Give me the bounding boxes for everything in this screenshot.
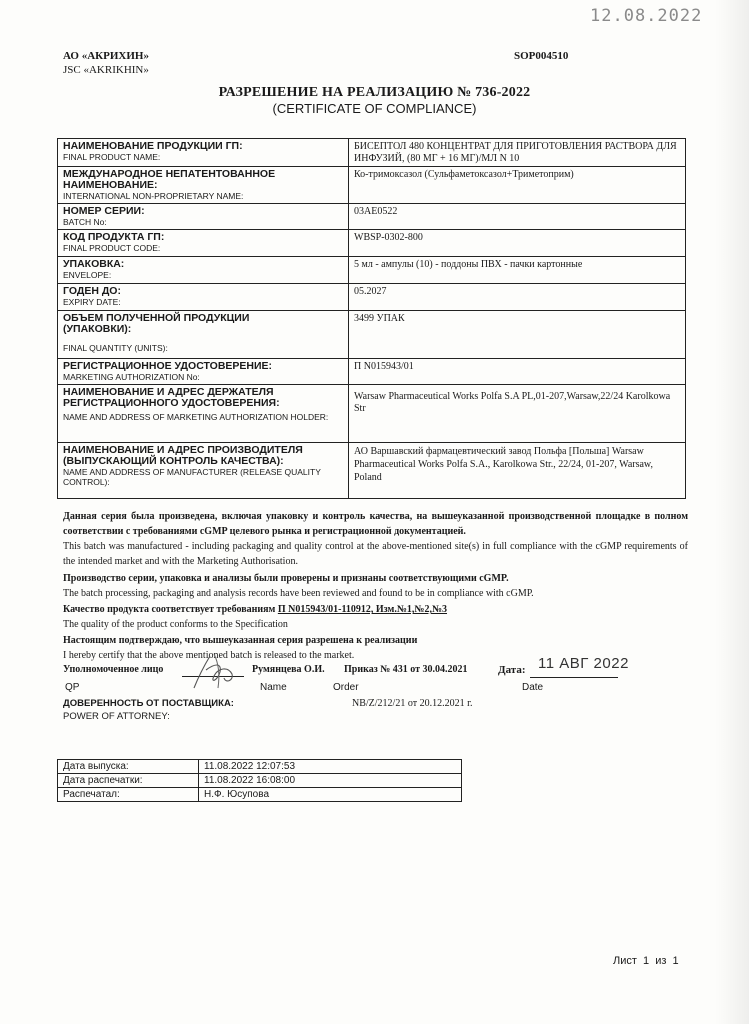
date-line — [530, 677, 618, 678]
table-row — [58, 774, 462, 788]
statement-3 — [63, 602, 688, 632]
table-row — [58, 788, 462, 802]
qp-label-ru: Уполномоченное лицо — [63, 664, 164, 675]
row-value: 03AE0522 — [354, 206, 398, 217]
table-row — [58, 284, 686, 311]
date-label-ru: Дата: — [498, 664, 526, 676]
table-row — [58, 257, 686, 284]
row-label-ru: ГОДЕН ДО: — [63, 285, 121, 297]
scan-edge-shadow — [715, 0, 749, 1024]
row-label-en: INTERNATIONAL NON-PROPRIETARY NAME: — [63, 191, 244, 201]
table-row — [58, 311, 686, 359]
row-value: АО Варшавский фармацевтический завод Польфа [Польша] Warsaw Pharmaceutical Works Polfa S.A., Karolkowa Str., 22/24, 01-207, Warsaw, Poland — [354, 446, 653, 483]
table-row — [58, 204, 686, 230]
row-label-ru: НАИМЕНОВАНИЕ И АДРЕС ДЕРЖАТЕЛЯ РЕГИСТРАЦИОННОГО УДОСТОВЕРЕНИЯ: — [63, 386, 280, 409]
row-value: 5 мл - ампулы (10) - поддоны ПВХ - пачки картонные — [354, 259, 583, 270]
certificate-title: РАЗРЕШЕНИЕ НА РЕАЛИЗАЦИЮ № 736-2022 — [218, 85, 531, 100]
info-value: 11.08.2022 12:07:53 — [199, 760, 462, 774]
handwritten-date: 12.08.2022 — [590, 6, 703, 26]
row-label-en: NAME AND ADDRESS OF MARKETING AUTHORIZATION HOLDER: — [63, 412, 329, 422]
statement-1 — [63, 509, 688, 569]
specification-number: П N015943/01-110912, Изм.№1,№2,№3 — [277, 604, 448, 615]
statement-2 — [63, 571, 688, 601]
row-label-en: FINAL PRODUCT CODE: — [63, 243, 161, 253]
company-name-en: JSC «AKRIKHIN» — [63, 64, 149, 76]
info-key: Дата выпуска: — [58, 760, 199, 774]
row-label-en: NAME AND ADDRESS OF MANUFACTURER (RELEASE QUALITY CONTROL): — [63, 467, 321, 487]
table-row — [58, 230, 686, 257]
name-label-en: Name — [260, 682, 287, 693]
row-value: БИСЕПТОЛ 480 КОНЦЕНТРАТ ДЛЯ ПРИГОТОВЛЕНИЯ РАСТВОРА ДЛЯ ИНФУЗИЙ, (80 МГ + 16 МГ)/МЛ N 10 — [354, 141, 677, 164]
table-row — [58, 167, 686, 204]
table-row — [58, 443, 686, 499]
qp-name: Румянцева О.И. — [252, 664, 325, 675]
date-label-en: Date — [522, 682, 544, 693]
date-stamp: 11 АВГ 2022 — [538, 655, 629, 672]
info-value: 11.08.2022 16:08:00 — [199, 774, 462, 788]
statement-1-en: This batch was manufactured - including packaging and quality control at the above-mentioned site(s) in full compliance with the cGMP requirements of the intended market and with the Marketing Authorisation. — [63, 541, 688, 567]
statement-4-en: I hereby certify that the above mentioned batch is released to the market. — [63, 650, 355, 661]
info-key: Дата распечатки: — [58, 774, 199, 788]
print-info-table — [57, 759, 462, 802]
statement-3-en: The quality of the product conforms to the Specification — [63, 619, 288, 630]
qp-label-en: QP — [65, 682, 80, 693]
row-label-en: ENVELOPE: — [63, 270, 112, 280]
handwritten-signature — [184, 650, 246, 692]
info-value: Н.Ф. Юсупова — [199, 788, 462, 802]
row-label-ru: МЕЖДУНАРОДНОЕ НЕПАТЕНТОВАННОЕ НАИМЕНОВАНИЕ: — [63, 168, 276, 191]
row-value: Ко-тримоксазол (Сульфаметоксазол+Триметоприм) — [354, 169, 574, 180]
page-number: Лист 1 из 1 — [613, 955, 679, 967]
row-label-en: FINAL QUANTITY (UNITS): — [63, 343, 168, 353]
statement-2-en: The batch processing, packaging and analysis records have been reviewed and found to be in compliance with cGMP. — [63, 588, 534, 599]
statement-1-ru: Данная серия была произведена, включая упаковку и контроль качества, на вышеуказанной производственной площадке в полном соответствии с требованиями cGMP целевого рынка и регистрационной документацией. — [63, 511, 688, 537]
row-label-ru: НАИМЕНОВАНИЕ ПРОДУКЦИИ ГП: — [63, 140, 243, 152]
row-value: WBSP-0302-800 — [354, 232, 423, 243]
row-label-ru: ОБЪЕМ ПОЛУЧЕННОЙ ПРОДУКЦИИ (УПАКОВКИ): — [63, 312, 250, 335]
row-label-en: FINAL PRODUCT NAME: — [63, 152, 161, 162]
row-label-en: BATCH No: — [63, 217, 107, 227]
table-row — [58, 359, 686, 385]
row-value: П N015943/01 — [354, 361, 414, 372]
document-number: SOP004510 — [514, 50, 569, 62]
table-row — [58, 760, 462, 774]
table-row — [58, 385, 686, 443]
row-value: Warsaw Pharmaceutical Works Polfa S.A PL,01-207,Warsaw,22/24 Karolkowa Str — [354, 391, 671, 414]
row-label-ru: УПАКОВКА: — [63, 258, 125, 270]
product-info-table — [57, 138, 686, 499]
row-label-en: EXPIRY DATE: — [63, 297, 121, 307]
attorney-value: NB/Z/212/21 от 20.12.2021 г. — [352, 698, 473, 709]
attorney-label-ru: ДОВЕРЕННОСТЬ ОТ ПОСТАВЩИКА: — [63, 698, 234, 709]
statement-3-ru: Качество продукта соответствует требованиям — [63, 604, 276, 615]
row-label-ru: НОМЕР СЕРИИ: — [63, 205, 145, 217]
row-label-ru: КОД ПРОДУКТА ГП: — [63, 231, 165, 243]
order-label-en: Order — [333, 682, 359, 693]
order-reference: Приказ № 431 от 30.04.2021 — [344, 664, 468, 675]
certificate-subtitle: (CERTIFICATE OF COMPLIANCE) — [272, 101, 477, 116]
row-value: 05.2027 — [354, 286, 387, 297]
row-label-ru: РЕГИСТРАЦИОННОЕ УДОСТОВЕРЕНИЕ: — [63, 360, 273, 372]
row-label-ru: НАИМЕНОВАНИЕ И АДРЕС ПРОИЗВОДИТЕЛЯ (ВЫПУСКАЮЩИЙ КОНТРОЛЬ КАЧЕСТВА): — [63, 444, 303, 467]
attorney-label-en: POWER OF ATTORNEY: — [63, 711, 170, 722]
table-row — [58, 139, 686, 167]
row-value: 3499 УПАК — [354, 313, 405, 324]
company-name-ru: АО «АКРИХИН» — [63, 50, 149, 62]
statement-4-ru: Настоящим подтверждаю, что вышеуказанная серия разрешена к реализации — [63, 635, 418, 646]
info-key: Распечатал: — [58, 788, 199, 802]
row-label-en: MARKETING AUTHORIZATION No: — [63, 372, 200, 382]
statement-2-ru: Производство серии, упаковка и анализы были проверены и признаны соответствующими cGMP. — [63, 573, 509, 584]
